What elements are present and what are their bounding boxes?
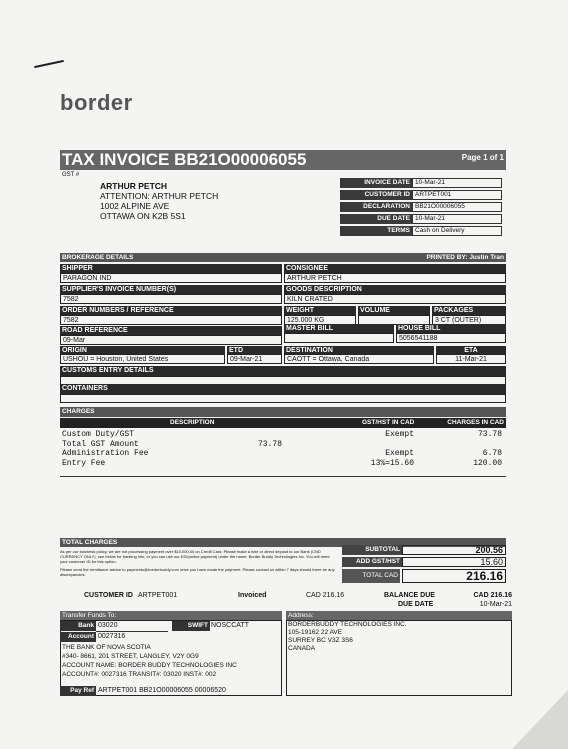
col-gst: GST/HST IN CAD — [362, 419, 415, 426]
meta-value: BB21O00006055 — [412, 202, 502, 212]
col-charges: CHARGES IN CAD — [447, 419, 504, 426]
containers-header: CONTAINERS — [60, 384, 506, 394]
master-bill-value — [284, 333, 394, 343]
meta-label: DUE DATE — [340, 214, 412, 224]
charge-gst: 13%=15.60 — [370, 458, 414, 468]
consignee-header: CONSIGNEE — [284, 264, 506, 273]
charge-row — [60, 440, 506, 450]
bank-detail-line: ACCOUNT NAME: BORDER BUDDY TECHNOLOGIES INC — [62, 662, 237, 669]
goods-header: GOODS DESCRIPTION — [284, 285, 506, 294]
summary-customer-label: CUSTOMER ID — [84, 592, 133, 599]
address-city: OTTAWA ON K2B 5S1 — [100, 211, 186, 221]
origin-header: ORIGIN — [60, 346, 225, 355]
due-date-label: DUE DATE — [398, 601, 434, 608]
etd-header: ETD — [227, 346, 282, 355]
eta-value: 11-Mar-21 — [436, 354, 506, 364]
summary-customer-id: ARTPET001 — [138, 592, 178, 599]
policy-text-1: As per our business policy, we are not processing payment over $10,000.00 on Credit Card. Please make a wire or direct deposit to our Bank (CND CURRENCY ONLY), see below for banking info, or you can use our EDI(online payment) under the name: Border Buddy Technologies Inc. You will need your customer ID for this option. — [60, 549, 330, 564]
remit-address-line: CANADA — [288, 645, 316, 652]
pay-ref-value: ARTPET001 BB21O00006055 00006520 — [98, 687, 226, 694]
meta-row — [340, 190, 502, 200]
supplier-header: SUPPLIER'S INVOICE NUMBER(S) — [60, 285, 282, 294]
charge-row — [60, 459, 506, 469]
subtotal-value: 200.56 — [402, 545, 506, 555]
charge-subamount: 73.78 — [258, 439, 283, 449]
transfer-title: Transfer Funds To: — [62, 612, 117, 619]
charge-description: Entry Fee — [62, 458, 106, 468]
packages-header: PACKAGES — [432, 306, 506, 315]
supplier-value: 7582 — [60, 294, 282, 304]
address-street: 1002 ALPINE AVE — [100, 201, 170, 211]
packages-value: 3 CT (OUTER) — [432, 315, 506, 325]
master-bill-header: MASTER BILL — [284, 324, 394, 333]
swift-label: SWIFT — [172, 621, 210, 631]
swift-value: NOSCCATT — [211, 622, 249, 629]
bank-detail-line: ACCOUNT#: 0027316 TRANSIT#: 03020 INST#: 002 — [62, 671, 217, 678]
invoice-title: TAX INVOICE BB21O00006055 — [62, 150, 307, 169]
charge-description: Administration Fee — [62, 449, 149, 458]
charges-header — [60, 407, 506, 417]
policy-text-2: Please send the remittance advice to payments@borderbuddy.com once you have made the payment. Please contact us within 7 days should there be any discrepancies. — [60, 567, 335, 577]
invoice-meta — [340, 178, 502, 238]
balance-due-value: CAD 216.16 — [473, 592, 512, 599]
customs-entry-header: CUSTOMS ENTRY DETAILS — [60, 366, 506, 376]
gst-label: GST # — [62, 172, 80, 178]
meta-row — [340, 202, 502, 212]
remit-title: Address: — [288, 612, 314, 619]
shipper-header: SHIPPER — [60, 264, 282, 273]
volume-header: VOLUME — [358, 306, 430, 315]
company-logo: border — [60, 90, 133, 115]
total-charges-title: TOTAL CHARGES — [62, 539, 118, 546]
charges-divider — [60, 476, 506, 477]
origin-value: USHOU = Houston, United States — [60, 354, 225, 364]
invoice-title-bar — [60, 150, 506, 170]
road-header: ROAD REFERENCE — [60, 326, 282, 335]
total-cad-value: 216.16 — [402, 569, 506, 583]
destination-value: CAOTT = Ottawa, Canada — [284, 354, 434, 364]
charge-row — [60, 430, 506, 440]
house-bill-header: HOUSE BILL — [396, 324, 506, 333]
gst-total-label: ADD GST/HST — [342, 557, 402, 567]
charges-rows — [60, 430, 506, 468]
charge-description: Custom Duty/GST — [62, 430, 135, 439]
meta-label: INVOICE DATE — [340, 178, 412, 188]
account-value: 0027316 — [98, 633, 126, 640]
consignee-value: ARTHUR PETCH — [284, 273, 506, 283]
pay-ref-label: Pay Ref — [60, 686, 96, 696]
total-cad-label: TOTAL CAD — [342, 569, 400, 583]
account-label: Account — [60, 632, 96, 642]
bank-detail-line: #340- 8661, 201 STREET, LANGLEY, V2Y 0G9 — [62, 653, 199, 660]
goods-value: KILN CRATED — [284, 294, 506, 304]
remit-address-line: 105-19162 22 AVE — [288, 629, 343, 636]
remit-address — [288, 621, 407, 653]
due-date-value: 10-Mar-21 — [479, 601, 512, 608]
charge-row — [60, 449, 506, 459]
bank-value: 03020 — [96, 621, 168, 632]
bank-detail-line: THE BANK OF NOVA SCOTIA — [62, 644, 151, 651]
containers-body — [60, 394, 506, 403]
meta-label: CUSTOMER ID — [340, 190, 412, 200]
printed-by: PRINTED BY: Justin Tran — [426, 254, 504, 261]
address-name: ARTHUR PETCH — [100, 181, 168, 191]
col-description: DESCRIPTION — [170, 419, 215, 426]
summary-amount: CAD 216.16 — [306, 592, 345, 599]
meta-row — [340, 214, 502, 224]
charge-gst: Exempt — [385, 430, 414, 439]
summary-status: Invoiced — [238, 592, 267, 599]
bank-label: Bank — [60, 621, 96, 631]
weight-header: WEIGHT — [284, 306, 356, 315]
meta-value: 10-Mar-21 — [412, 214, 502, 224]
meta-value: 10-Mar-21 — [412, 178, 502, 188]
transfer-header — [60, 611, 282, 620]
bill-to-address — [100, 181, 218, 221]
house-bill-value: 5056541188 — [396, 333, 506, 343]
meta-label: DECLARATION — [340, 202, 412, 212]
gst-total-value: 15.60 — [402, 557, 506, 567]
meta-value: ARTPET001 — [412, 190, 502, 200]
brokerage-header — [60, 253, 506, 262]
etd-value: 09-Mar-21 — [227, 354, 282, 364]
order-header: ORDER NUMBERS / REFERENCE — [60, 306, 282, 315]
charges-title: CHARGES — [62, 408, 95, 415]
page-indicator: Page 1 of 1 — [461, 153, 504, 162]
pen-mark — [34, 60, 64, 68]
page-curl — [512, 690, 568, 749]
order-value: 7582 — [60, 315, 282, 325]
meta-row — [340, 226, 502, 236]
subtotal-label: SUBTOTAL — [342, 545, 402, 555]
charge-amount: 120.00 — [473, 458, 502, 468]
address-attention: ATTENTION: ARTHUR PETCH — [100, 191, 219, 201]
charge-description: Total GST Amount — [62, 439, 139, 449]
remit-header — [286, 611, 512, 620]
payment-policy — [60, 549, 336, 577]
charge-amount: 6.78 — [482, 449, 502, 458]
weight-value: 125.000 KG — [284, 315, 356, 325]
meta-row — [340, 178, 502, 188]
charges-col-header — [60, 418, 506, 428]
destination-header: DESTINATION — [284, 346, 434, 355]
road-value: 09-Mar — [60, 335, 282, 345]
remit-address-line: SURREY BC V3Z 3S6 — [288, 637, 353, 644]
meta-value: Cash on Delivery — [412, 226, 502, 236]
charge-gst: Exempt — [385, 449, 414, 458]
summary-line — [60, 592, 512, 612]
meta-label: TERMS — [340, 226, 412, 236]
balance-due-label: BALANCE DUE — [384, 592, 435, 599]
eta-header: ETA — [436, 346, 506, 355]
shipper-value: PARAGON IND — [60, 273, 282, 283]
bank-details — [62, 643, 237, 679]
remit-address-line: BORDERBUDDY TECHNOLOGIES INC. — [288, 621, 407, 628]
brokerage-title: BROKERAGE DETAILS — [62, 254, 134, 261]
charge-amount: 73.78 — [477, 430, 502, 439]
